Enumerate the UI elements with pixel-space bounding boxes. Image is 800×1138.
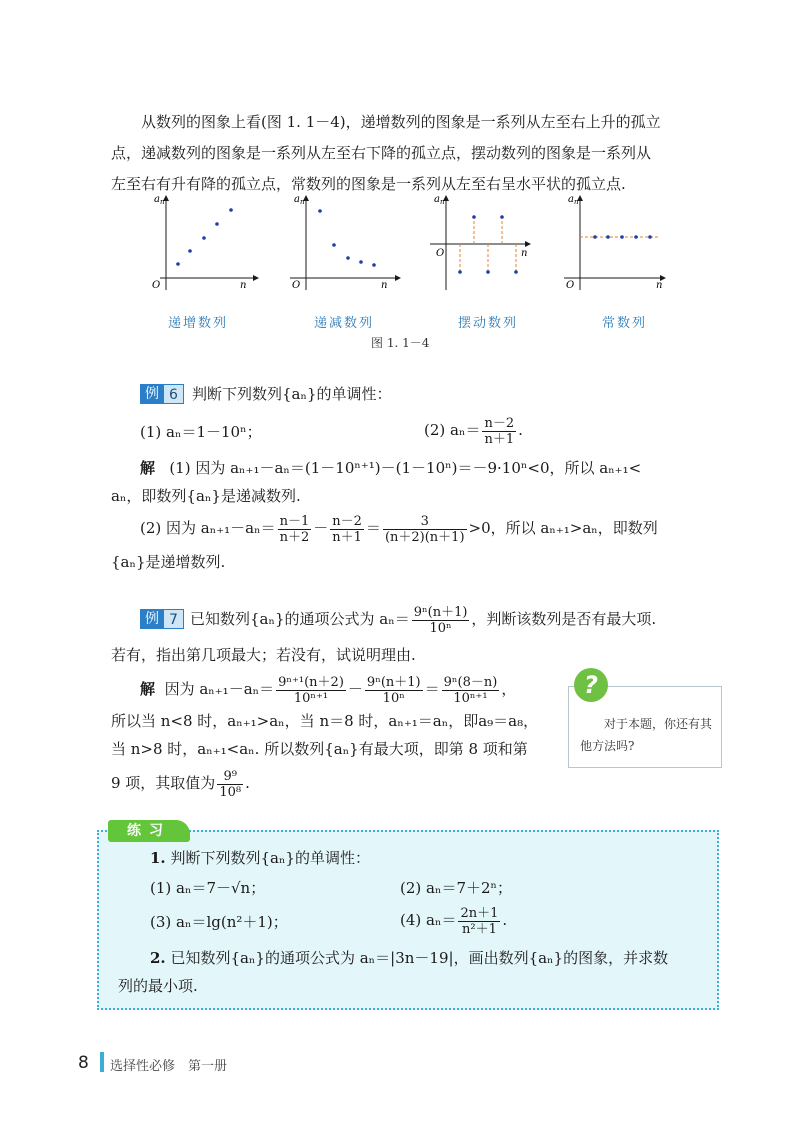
example-6-solution-2: (2) 因为 aₙ₊₁－aₙ＝ $\frac{n-1}{n+2}$ － $\frac{n-2}{n+1}$ ＝ $\frac{3}{(n+2)(n+1)}$ >0，所以 aₙ₊₁>aₙ，即数列 — [140, 513, 658, 545]
point — [500, 215, 504, 219]
practice-1-item-4: (4) aₙ＝ $\frac{2n+1}{\text{n²＋1}}$ . — [400, 905, 508, 937]
example-6-tag: 例 6 — [140, 384, 184, 404]
example-6-solution-1b: aₙ，即数列{aₙ}是递减数列. — [111, 487, 301, 505]
graph-oscillating — [430, 194, 530, 290]
svg-text:n: n — [574, 198, 579, 206]
svg-text:a: a — [294, 194, 300, 205]
intro-paragraph — [111, 107, 721, 200]
practice-1-item-2: (2) aₙ＝7＋2ⁿ； — [400, 879, 513, 897]
point — [606, 235, 610, 239]
point — [318, 209, 322, 213]
side-note-text: 对于本题，你还有其他方法吗? — [580, 717, 713, 753]
graph-decreasing — [290, 194, 400, 291]
svg-text:a: a — [568, 194, 574, 205]
practice-2b: 列的最小项. — [118, 977, 198, 995]
point — [346, 256, 350, 260]
example-7-solution-3: 当 n>8 时，aₙ₊₁<aₙ. 所以数列{aₙ}有最大项，即第 8 项和第 — [111, 740, 528, 758]
svg-text:n: n — [521, 248, 528, 259]
example-6-solution-1: 解 (1) 因为 aₙ₊₁－aₙ＝(1－10ⁿ⁺¹)－(1－10ⁿ)＝－9·10ⁿ<0，所以 aₙ₊₁< — [140, 459, 642, 477]
svg-text:O: O — [152, 280, 161, 291]
svg-text:a: a — [154, 194, 160, 205]
practice-2: 2. 已知数列{aₙ}的通项公式为 aₙ＝|3n－19|，画出数列{aₙ}的图象，并求数 — [150, 949, 669, 967]
point — [215, 222, 219, 226]
svg-text:n: n — [160, 198, 165, 206]
footer-divider — [100, 1052, 104, 1072]
point — [202, 236, 206, 240]
svg-text:a: a — [434, 194, 440, 205]
svg-text:n: n — [656, 280, 663, 291]
svg-text:O: O — [292, 280, 301, 291]
point — [486, 270, 490, 274]
example-6-q2: (2) aₙ＝ $\frac{n-2}{n+1}$ . — [424, 415, 523, 447]
intro-line-3: 左至右有升有降的孤立点，常数列的图象是一系列从左至右呈水平状的孤立点. — [111, 175, 626, 193]
example-7-solution-1: 解 因为 aₙ₊₁－aₙ＝ $\frac{\text{9ⁿ⁺¹(n＋2)}}{\text{10ⁿ⁺¹}}$ － $\frac{\text{9ⁿ(n＋1)}}{\text{10ⁿ}}$ ＝ $\frac{\text{9ⁿ(8－n)}}{\text{10ⁿ⁺¹}}$ ， — [140, 674, 517, 706]
point — [332, 243, 336, 247]
intro-line-1: 从数列的图象上看(图 1. 1－4)，递增数列的图象是一系列从左至右上升的孤立 — [141, 113, 661, 131]
svg-text:O: O — [436, 248, 445, 259]
practice-1: 1. 判断下列数列{aₙ}的单调性： — [150, 849, 370, 867]
point — [188, 249, 192, 253]
point — [593, 235, 597, 239]
svg-text:n: n — [381, 280, 388, 291]
example-7-prompt: 已知数列{aₙ}的通项公式为 aₙ＝ $\frac{\text{9ⁿ(n＋1)}}{\text{10ⁿ}}$ ，判断该数列是否有最大项. — [190, 604, 657, 636]
caption-oscillating: 摆动数列 — [458, 316, 519, 331]
graph-constant — [564, 194, 665, 291]
book-title: 选择性必修 第一册 — [110, 1059, 228, 1074]
point — [634, 235, 638, 239]
example-7-prompt-2: 若有，指出第几项最大；若没有，试说明理由. — [111, 646, 416, 664]
practice-title: 练习 — [108, 820, 190, 842]
example-6-prompt: 判断下列数列{aₙ}的单调性： — [192, 385, 392, 403]
caption-decreasing: 递减数列 — [314, 316, 375, 331]
point — [229, 208, 233, 212]
point — [359, 260, 363, 264]
example-6-q1: (1) aₙ＝1－10ⁿ； — [140, 423, 262, 441]
practice-1-item-1: (1) aₙ＝7－√n； — [150, 879, 266, 897]
svg-text:n: n — [440, 198, 445, 206]
point — [648, 235, 652, 239]
sequence-graphs-figure — [140, 190, 680, 305]
caption-constant: 常数列 — [602, 316, 648, 331]
point — [372, 263, 376, 267]
example-7-solution-2: 所以当 n<8 时，aₙ₊₁>aₙ，当 n＝8 时，aₙ₊₁＝aₙ，即a₉＝a₈， — [111, 712, 539, 730]
point — [458, 270, 462, 274]
example-7-tag: 例 7 — [140, 609, 184, 629]
point — [176, 262, 180, 266]
question-icon: ? — [574, 668, 608, 702]
practice-1-item-3: (3) aₙ＝lg(n²＋1)； — [150, 913, 288, 931]
svg-text:n: n — [300, 198, 305, 206]
page-number: 8 — [78, 1053, 89, 1073]
point — [472, 215, 476, 219]
caption-increasing: 递增数列 — [168, 316, 229, 331]
figure-label: 图 1. 1－4 — [371, 336, 430, 350]
example-7-solution-4: 9 项，其取值为 $\frac{\text{9⁹}}{\text{10⁸}}$ . — [111, 768, 250, 800]
svg-text:O: O — [566, 280, 575, 291]
graph-increasing — [152, 194, 258, 291]
point — [514, 270, 518, 274]
example-6-solution-2b: {aₙ}是递增数列. — [111, 553, 226, 571]
svg-text:n: n — [240, 280, 247, 291]
point — [620, 235, 624, 239]
intro-line-2: 点，递减数列的图象是一系列从左至右下降的孤立点，摆动数列的图象是一系列从 — [111, 144, 652, 162]
